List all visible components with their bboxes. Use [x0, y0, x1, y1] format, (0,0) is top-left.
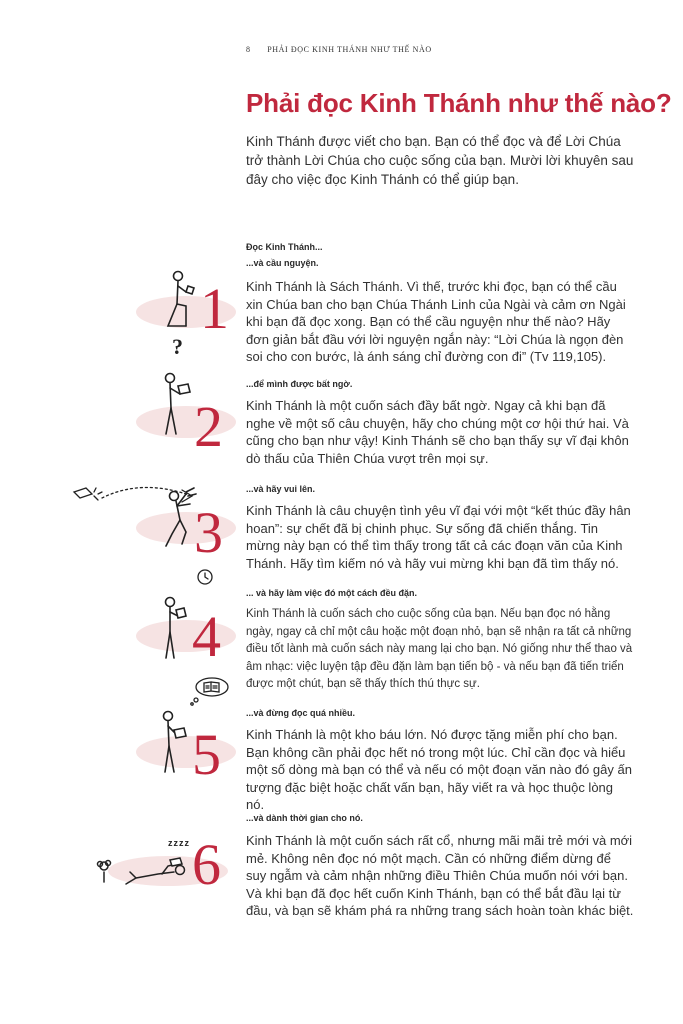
tip-kicker-4: ... và hãy làm việc đó một cách đều đặn.: [246, 588, 418, 598]
standing-reader-illustration: [156, 370, 196, 443]
page-number: 8: [246, 45, 251, 54]
running-header: [246, 45, 432, 54]
clock-icon: [196, 568, 214, 591]
tip-number-3: 3: [194, 500, 223, 565]
running-title: PHẢI ĐỌC KINH THÁNH NHƯ THẾ NÀO: [267, 45, 432, 54]
kneeling-reader-illustration: [156, 268, 196, 337]
standing-reader-illustration: [156, 708, 192, 781]
tip-number-2: 2: [194, 394, 223, 459]
page-title: Phải đọc Kinh Thánh như thế nào?: [246, 88, 672, 118]
lead-in: Đọc Kinh Thánh...: [246, 242, 323, 252]
tip-text-2: Kinh Thánh là một cuốn sách đầy bất ngờ. Ngay cả khi bạn đã nghe về một số câu chuyện, hãy cho chúng một cơ hội thứ hai. Và cũng cho bạn như vậy! Kinh Thánh sẽ cho bạn thấy sự vĩ đại khôn dò thấu của Thiên Chúa vượt trên mọi sự.: [246, 398, 629, 466]
tip-kicker-1: ...và cầu nguyện.: [246, 258, 319, 268]
tip-text-3: Kinh Thánh là câu chuyện tình yêu vĩ đại với một “kết thúc đầy hân hoan”: sự chết đã bị chinh phục. Sự sống đã chiến thắng. Tin mừng này bạn có thể tìm thấy trong tất cả các đoạn văn của Kinh Thánh. Hãy tìm kiếm nó và hãy vui mừng khi bạn đã tìm thấy nó.: [246, 503, 631, 571]
tip-kicker-5: ...và đừng đọc quá nhiều.: [246, 708, 356, 718]
thought-bubble-book-icon: [190, 676, 230, 711]
resting-person-illustration: [96, 848, 196, 893]
tip-text-5: Kinh Thánh là một kho báu lớn. Nó được tặng miễn phí cho bạn. Bạn không cần phải đọc hết nó trong một lúc. Chỉ cần đọc và hiểu một số dòng mà bạn có thể và nếu có một đoạn văn nào đó gây ấn tượng đặc biệt hoặc chất vấn bạn, hãy viết ra và học thuộc lòng nó.: [246, 727, 632, 812]
tip-number-6: 6: [192, 832, 221, 897]
intro-paragraph: Kinh Thánh được viết cho bạn. Bạn có thể đọc và để Lời Chúa trở thành Lời Chúa cho cuộc sống của bạn. Mười lời khuyên sau đây cho việc đọc Kinh Thánh có thể giúp bạn.: [246, 134, 634, 187]
tip-kicker-6: ...và dành thời gian cho nó.: [246, 813, 363, 823]
tip-text-1: Kinh Thánh là Sách Thánh. Vì thế, trước khi đọc, bạn có thể cầu xin Chúa ban cho bạn Chúa Thánh Linh của Ngài và cảm ơn Ngài khi bạn đã đọc xong. Bạn có thể cầu nguyện như thế nào? Hãy đơn giản bắt đầu với lời nguyện ngắn này: “Lời Chúa là ngọn đèn soi cho con bước, là ánh sáng chỉ đường con đi” (Tv 119,105).: [246, 279, 626, 364]
tip-text-6: Kinh Thánh là một cuốn sách rất cổ, nhưng mãi mãi trẻ mới và mới mẻ. Không nên đọc nó một mạch. Cần có những điểm dừng để suy ngẫm và cảm nhận những điều Thiên Chúa muốn nói với bạn. Và khi bạn đã đọc hết cuốn Kinh Thánh, bạn có thể bắt đầu lại từ đầu, và bạn sẽ khám phá ra những trang sách hoàn toàn khác biệt.: [246, 833, 634, 918]
tip-number-5: 5: [192, 722, 221, 787]
tip-kicker-2: ...để mình được bất ngờ.: [246, 379, 353, 389]
sleep-doodle: zzzz: [168, 838, 190, 848]
tip-number-1: 1: [200, 276, 229, 341]
question-mark-doodle: ?: [172, 334, 183, 359]
standing-reader-illustration: [156, 594, 192, 667]
tip-number-4: 4: [192, 604, 221, 669]
tip-kicker-3: ...và hãy vui lên.: [246, 484, 316, 494]
tip-text-4: Kinh Thánh là cuốn sách cho cuộc sống của bạn. Nếu bạn đọc nó hằng ngày, ngay cả chỉ một câu hoặc một đoạn nhỏ, bạn sẽ nhận ra tất cả những điều tốt lành mà cuốn sách này mang lại cho bạn. Nó giống như thể thao và âm nhạc: việc luyện tập đều đặn làm bạn tiến bộ - và nếu bạn đã tiến triển được một chút, bạn sẽ thấy thích thú thực sự.: [246, 608, 633, 690]
